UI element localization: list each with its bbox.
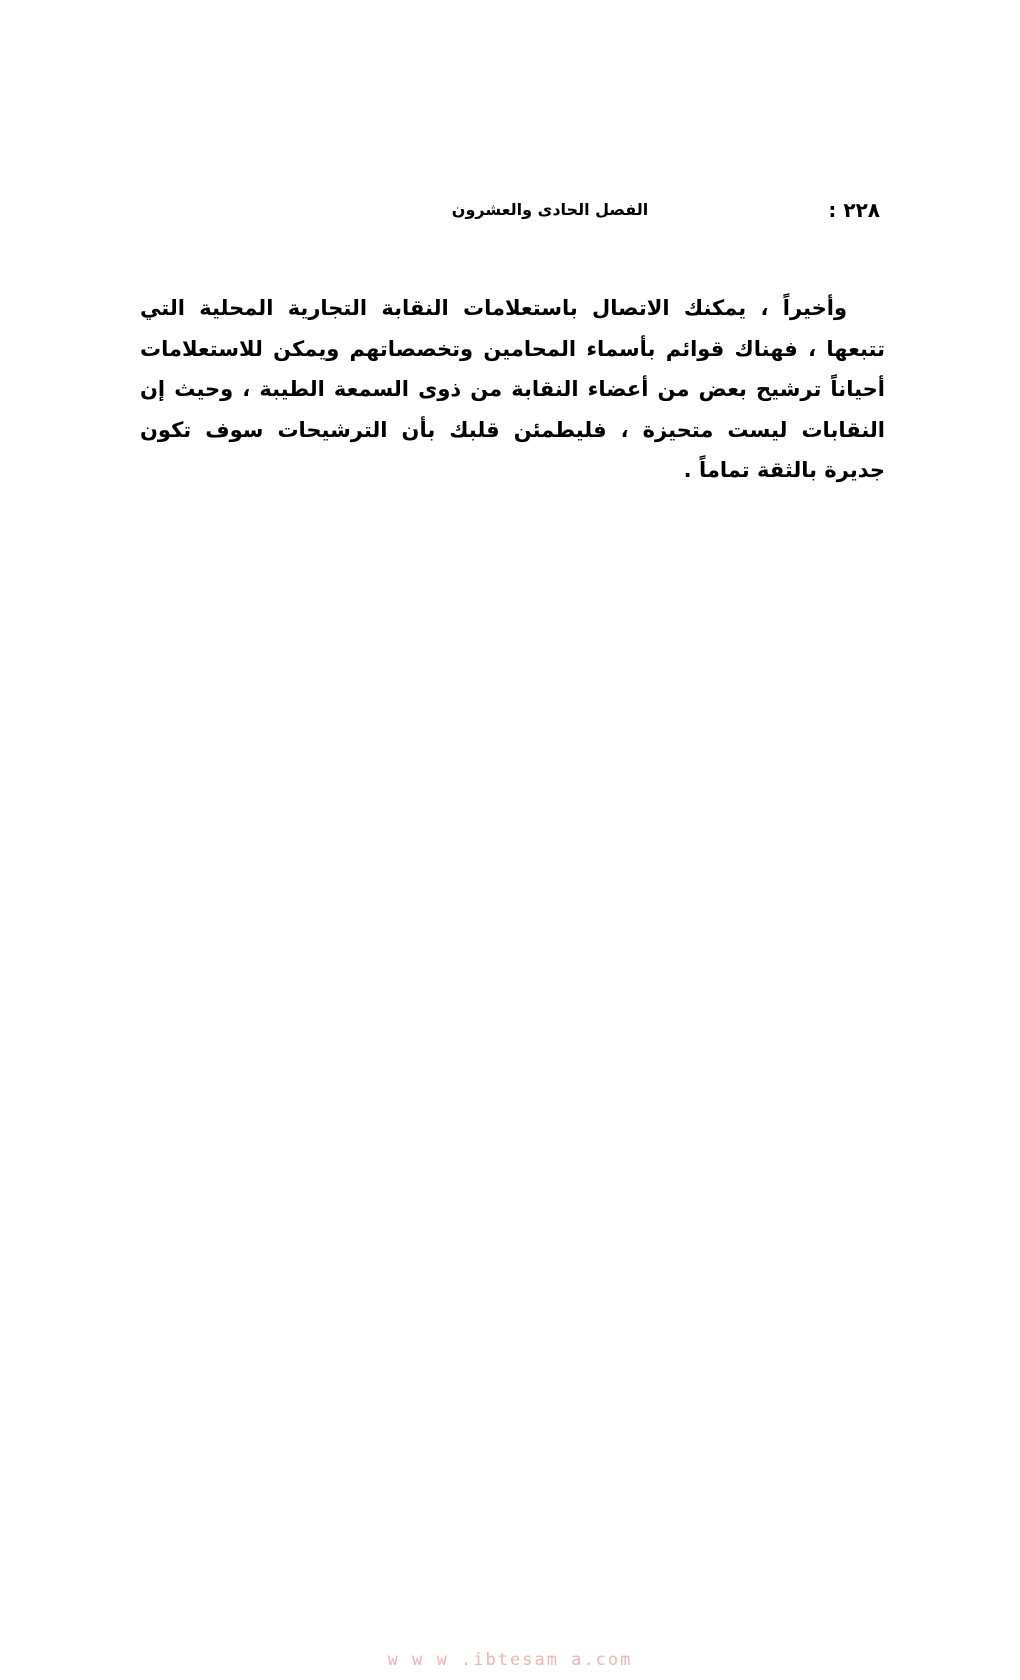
watermark: w w w .ibtesam a.com <box>387 1650 633 1670</box>
chapter-title: الفصل الحادى والعشرون <box>451 200 649 219</box>
running-header <box>140 198 880 228</box>
paragraph: وأخيراً ، يمكنك الاتصال باستعلامات النقابة التجارية المحلية التي تتبعها ، فهناك قوائم بأسماء المحامين وتخصصاتهم ويمكن للاستعلامات أحياناً ترشيح بعض من أعضاء النقابة من ذوى السمعة الطيبة ، وحيث إن النقابات ليست متحيزة ، فليطمئن قلبك بأن الترشيحات سوف تكون جديرة بالثقة تماماً . <box>140 296 885 482</box>
body-text <box>140 288 885 491</box>
page-number: ٢٢٨ : <box>828 198 880 222</box>
